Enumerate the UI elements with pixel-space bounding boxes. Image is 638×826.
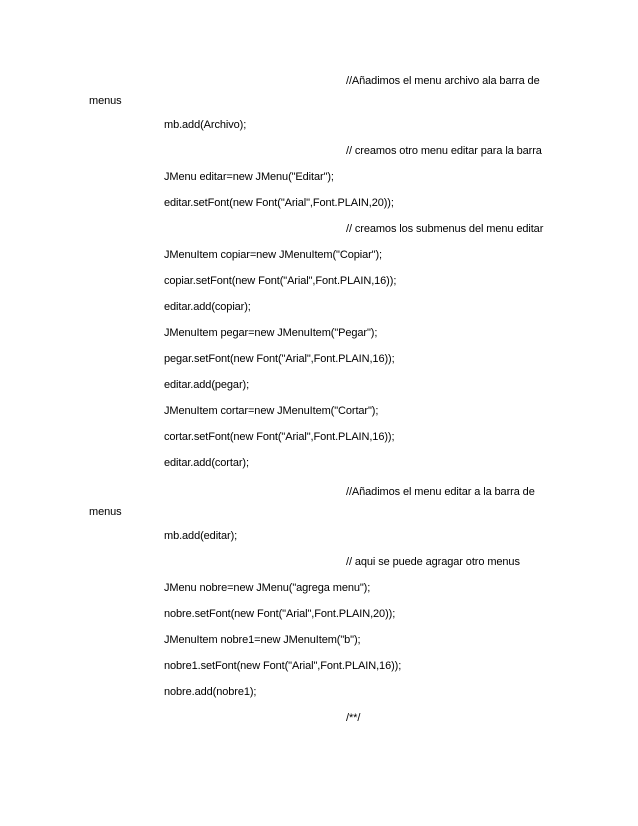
code-line: mb.add(Archivo);	[164, 119, 247, 131]
code-line: JMenuItem copiar=new JMenuItem("Copiar");	[164, 249, 382, 261]
comment-line: // creamos los submenus del menu editar	[346, 223, 544, 235]
code-line: editar.add(copiar);	[164, 301, 251, 313]
code-line: editar.add(pegar);	[164, 379, 250, 391]
comment-line: /**/	[346, 712, 361, 724]
code-line: editar.setFont(new Font("Arial",Font.PLAIN,20));	[164, 197, 394, 209]
code-line: mb.add(editar);	[164, 530, 238, 542]
code-line: JMenu editar=new JMenu("Editar");	[164, 171, 334, 183]
code-line: copiar.setFont(new Font("Arial",Font.PLAIN,16));	[164, 275, 397, 287]
comment-line: //Añadimos el menu archivo ala barra de	[346, 75, 540, 87]
code-line: nobre.add(nobre1);	[164, 686, 257, 698]
code-line: pegar.setFont(new Font("Arial",Font.PLAIN,16));	[164, 353, 395, 365]
code-line: JMenuItem cortar=new JMenuItem("Cortar");	[164, 405, 379, 417]
text-line: menus	[89, 95, 122, 107]
code-line: JMenu nobre=new JMenu("agrega menu");	[164, 582, 371, 594]
code-line: JMenuItem pegar=new JMenuItem("Pegar");	[164, 327, 378, 339]
comment-line: //Añadimos el menu editar a la barra de	[346, 486, 535, 498]
code-line: nobre.setFont(new Font("Arial",Font.PLAIN,20));	[164, 608, 396, 620]
text-line: menus	[89, 506, 122, 518]
code-line: nobre1.setFont(new Font("Arial",Font.PLAIN,16));	[164, 660, 402, 672]
code-line: editar.add(cortar);	[164, 457, 249, 469]
code-line: cortar.setFont(new Font("Arial",Font.PLAIN,16));	[164, 431, 395, 443]
comment-line: // creamos otro menu editar para la barra	[346, 145, 542, 157]
comment-line: // aqui se puede agragar otro menus	[346, 556, 520, 568]
code-line: JMenuItem nobre1=new JMenuItem("b");	[164, 634, 361, 646]
